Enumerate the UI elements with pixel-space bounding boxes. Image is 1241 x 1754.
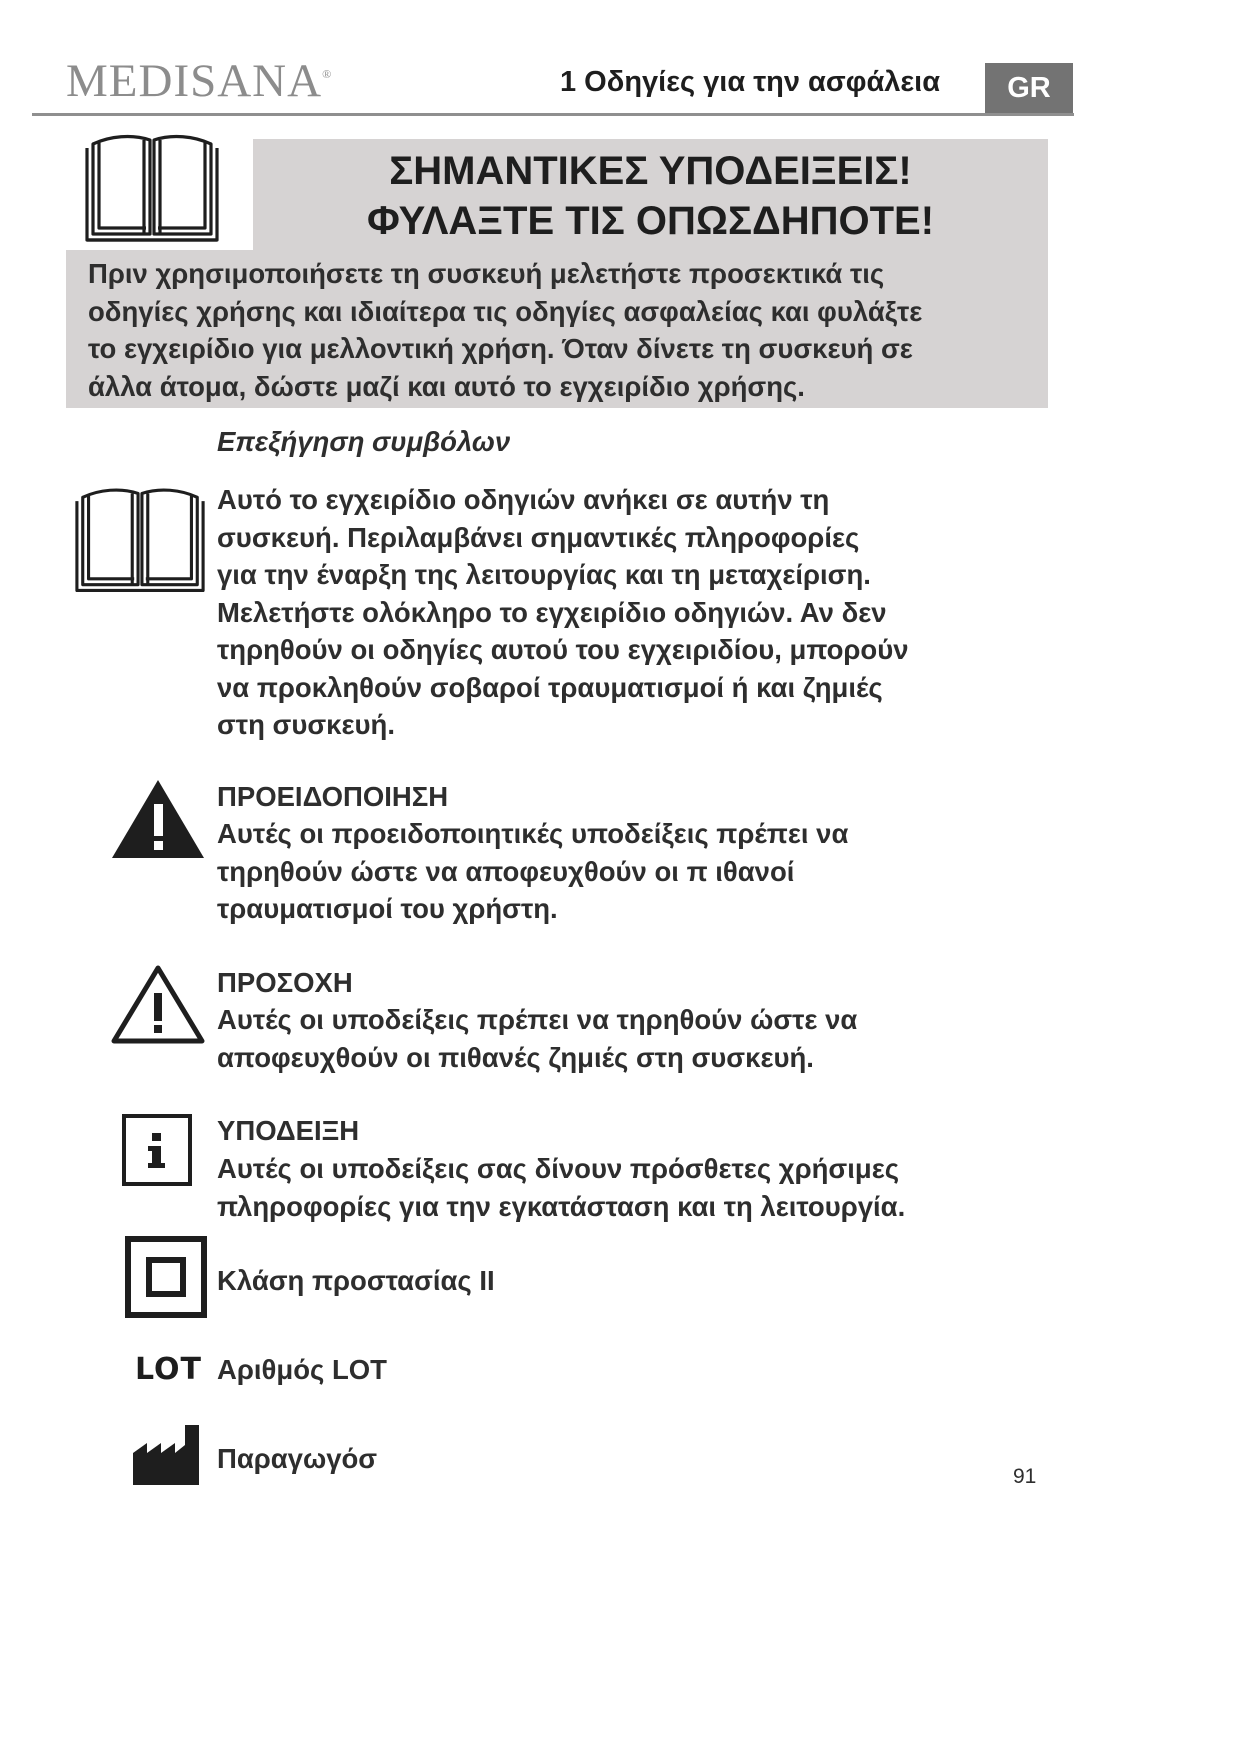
warning-title: ΠΡΟΕΙΔΟΠΟΙΗΣΗ [217, 781, 449, 812]
book-icon [74, 484, 206, 596]
note-text: Αυτές οι υποδείξεις σας δίνουν πρόσθετες χρήσιμες πληροφορίες για την εγκατάσταση και τη λειτουργία. [217, 1153, 906, 1222]
book-icon [84, 132, 220, 244]
caution-title: ΠΡΟΣΟΧΗ [217, 967, 353, 998]
manual-symbol-text: Αυτό το εγχειρίδιο οδηγιών ανήκει σε αυτήν τη συσκευή. Περιλαμβάνει σημαντικές πληροφορίες για την έναρξη της λειτουργίας και τη μεταχείριση. Μελετήστε ολόκληρο το εγχειρίδιο οδηγιών. Αν δεν τηρηθούν οι οδηγίες αυτού του εγχειριδίου, μπορούν να προκληθούν σοβαροί τραυματισμοί ή και ζημιές στη συσκευή. [217, 484, 909, 740]
symbols-heading: Επεξήγηση συμβόλων [217, 426, 511, 457]
warning-text: Αυτές οι προειδοποιητικές υποδείξεις πρέπει να τηρηθούν ώστε να αποφευχθούν οι π ιθανοί τραυματισμοί του χρήστη. [217, 818, 849, 924]
important-title [253, 146, 1048, 246]
manufacturer-text: Παραγωγόσ [217, 1443, 378, 1474]
caution-icon [110, 963, 206, 1045]
note-title: ΥΠΟΔΕΙΞΗ [217, 1115, 360, 1146]
important-title-line-2: ΦΥΛΑΞΤΕ ΤΙΣ ΟΠΩΣΔΗΠΟΤΕ! [366, 199, 935, 243]
lot-icon: LOT [135, 1352, 203, 1387]
info-icon [121, 1113, 193, 1187]
brand-logo: MEDISANA® [66, 55, 333, 107]
important-title-line-1: ΣΗΜΑΝΤΙΚΕΣ ΥΠΟΔΕΙΞΕΙΣ! [389, 149, 912, 193]
protection-class-text: Κλάση προστασίας II [217, 1265, 495, 1296]
important-text: Πριν χρησιμοποιήσετε τη συσκευή μελετήστε προσεκτικά τις οδηγίες χρήσης και ιδιαίτερα τις οδηγίες ασφαλείας και φυλάξτε το εγχειρίδιο για μελλοντική χρήση. Όταν δίνετε τη συσκευή σε άλλα άτομα, δώστε μαζί και αυτό το εγχειρίδιο χρήσης. [88, 258, 923, 402]
section-title: 1 Οδηγίες για την ασφάλεια [560, 66, 941, 98]
lot-text: Αριθμός LOT [217, 1354, 387, 1385]
language-badge: GR [985, 63, 1073, 114]
factory-icon [131, 1423, 201, 1487]
caution-text: Αυτές οι υποδείξεις πρέπει να τηρηθούν ώστε να αποφευχθούν οι πιθανές ζημιές στη συσκευή. [217, 1004, 858, 1073]
header-divider [32, 113, 1074, 116]
protection-class-ii-icon [125, 1236, 207, 1318]
warning-icon [110, 778, 206, 860]
page-number: 91 [1013, 1465, 1037, 1488]
